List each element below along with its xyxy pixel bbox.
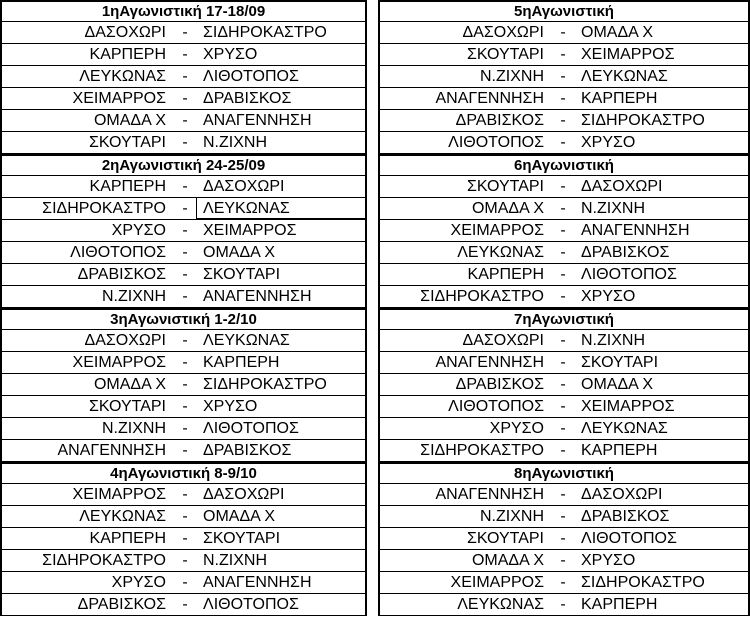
match-separator: - xyxy=(182,134,188,151)
home-team-cell[interactable]: ΛΕΥΚΩΝΑΣ xyxy=(79,68,166,85)
away-team-cell[interactable]: ΣΚΟΥΤΑΡΙ xyxy=(581,354,659,371)
home-team-cell[interactable]: ΑΝΑΓΕΝΝΗΣΗ xyxy=(435,354,544,371)
away-team-cell[interactable]: Ν.ΖΙΧΝΗ xyxy=(203,552,267,569)
away-team-cell[interactable]: ΔΡΑΒΙΣΚΟΣ xyxy=(581,244,670,261)
home-team-cell[interactable]: Ν.ΖΙΧΝΗ xyxy=(102,420,166,437)
match-separator: - xyxy=(560,398,566,415)
away-team-cell[interactable]: ΔΑΣΟΧΩΡΙ xyxy=(203,178,285,195)
round-block xyxy=(378,462,750,616)
schedule-right-column xyxy=(378,0,750,616)
away-team-cell[interactable]: ΛΙΘΟΤΟΠΟΣ xyxy=(203,68,299,85)
match-separator: - xyxy=(560,112,566,129)
match-separator: - xyxy=(182,530,188,547)
match-row[interactable] xyxy=(378,594,750,616)
away-team-cell[interactable]: ΚΑΡΠΕΡΗ xyxy=(581,596,658,613)
match-row[interactable] xyxy=(378,374,750,396)
away-team-cell[interactable]: ΧΡΥΣΟ xyxy=(581,288,636,305)
match-row[interactable] xyxy=(0,396,367,418)
round-title[interactable]: 2ηΑγωνιστική 24-25/09 xyxy=(0,156,367,176)
match-separator: - xyxy=(182,486,188,503)
home-team-cell[interactable]: ΟΜΑΔΑ Χ xyxy=(93,376,166,393)
match-separator: - xyxy=(560,596,566,613)
match-row[interactable] xyxy=(0,22,367,44)
away-team-cell[interactable]: ΧΕΙΜΑΡΡΟΣ xyxy=(581,398,675,415)
match-row[interactable] xyxy=(378,440,750,462)
match-separator: - xyxy=(182,552,188,569)
home-team-cell[interactable]: Ν.ΖΙΧΝΗ xyxy=(102,288,166,305)
away-team-cell[interactable]: ΔΑΣΟΧΩΡΙ xyxy=(581,486,663,503)
match-separator: - xyxy=(182,24,188,41)
match-row[interactable] xyxy=(378,572,750,594)
home-team-cell[interactable]: ΣΚΟΥΤΑΡΙ xyxy=(88,134,166,151)
match-row[interactable] xyxy=(378,550,750,572)
match-row[interactable] xyxy=(378,264,750,286)
away-team-cell[interactable]: ΔΑΣΟΧΩΡΙ xyxy=(203,486,285,503)
away-team-cell[interactable]: ΔΡΑΒΙΣΚΟΣ xyxy=(203,442,292,459)
home-team-cell[interactable]: ΛΙΘΟΤΟΠΟΣ xyxy=(448,398,544,415)
home-team-cell[interactable]: ΔΑΣΟΧΩΡΙ xyxy=(462,24,544,41)
home-team-cell[interactable]: ΚΑΡΠΕΡΗ xyxy=(467,266,544,283)
match-separator: - xyxy=(560,200,566,217)
away-team-cell[interactable]: ΧΡΥΣΟ xyxy=(581,552,636,569)
round-block xyxy=(378,308,750,462)
away-team-cell[interactable]: ΔΡΑΒΙΣΚΟΣ xyxy=(203,90,292,107)
match-row[interactable] xyxy=(0,550,367,572)
home-team-cell[interactable]: ΣΚΟΥΤΑΡΙ xyxy=(466,530,544,547)
away-team-cell[interactable]: ΛΙΘΟΤΟΠΟΣ xyxy=(581,530,677,547)
away-team-cell[interactable]: Ν.ΖΙΧΝΗ xyxy=(203,134,267,151)
match-row[interactable] xyxy=(378,484,750,506)
match-row[interactable] xyxy=(0,110,367,132)
away-team-cell[interactable]: ΔΑΣΟΧΩΡΙ xyxy=(581,178,663,195)
home-team-cell[interactable]: ΣΚΟΥΤΑΡΙ xyxy=(466,46,544,63)
away-team-cell[interactable]: ΛΙΘΟΤΟΠΟΣ xyxy=(203,596,299,613)
round-block xyxy=(378,154,750,308)
round-block xyxy=(0,154,367,308)
home-team-cell[interactable]: ΧΡΥΣΟ xyxy=(489,420,544,437)
home-team-cell[interactable]: Ν.ΖΙΧΝΗ xyxy=(480,508,544,525)
match-separator: - xyxy=(560,486,566,503)
home-team-cell[interactable]: ΛΙΘΟΤΟΠΟΣ xyxy=(448,134,544,151)
match-separator: - xyxy=(560,332,566,349)
home-team-cell[interactable]: ΧΕΙΜΑΡΡΟΣ xyxy=(450,222,544,239)
away-team-cell[interactable]: ΣΚΟΥΤΑΡΙ xyxy=(203,266,281,283)
match-row[interactable] xyxy=(378,330,750,352)
home-team-cell[interactable]: ΧΕΙΜΑΡΡΟΣ xyxy=(450,574,544,591)
match-row[interactable] xyxy=(0,572,367,594)
match-row[interactable] xyxy=(0,198,367,220)
away-team-cell[interactable]: ΣΚΟΥΤΑΡΙ xyxy=(203,530,281,547)
round-title[interactable]: 5ηΑγωνιστική xyxy=(378,2,750,22)
round-title[interactable]: 3ηΑγωνιστική 1-2/10 xyxy=(0,310,367,330)
match-separator: - xyxy=(182,90,188,107)
home-team-cell[interactable]: ΟΜΑΔΑ Χ xyxy=(471,200,544,217)
away-team-cell[interactable]: ΚΑΡΠΕΡΗ xyxy=(581,90,658,107)
round-block xyxy=(0,462,367,616)
match-separator: - xyxy=(182,244,188,261)
away-team-cell[interactable]: ΑΝΑΓΕΝΝΗΣΗ xyxy=(581,222,690,239)
match-row[interactable] xyxy=(378,110,750,132)
match-separator: - xyxy=(182,420,188,437)
match-separator: - xyxy=(560,178,566,195)
home-team-cell[interactable]: Ν.ΖΙΧΝΗ xyxy=(480,68,544,85)
away-team-cell[interactable]: Ν.ΖΙΧΝΗ xyxy=(581,332,645,349)
home-team-cell[interactable]: ΑΝΑΓΕΝΝΗΣΗ xyxy=(57,442,166,459)
away-team-cell[interactable]: ΣΙΔΗΡΟΚΑΣΤΡΟ xyxy=(581,574,705,591)
column-divider xyxy=(367,0,378,634)
match-separator: - xyxy=(560,530,566,547)
match-separator: - xyxy=(182,508,188,525)
match-row[interactable] xyxy=(378,506,750,528)
match-separator: - xyxy=(560,134,566,151)
match-separator: - xyxy=(560,508,566,525)
match-row[interactable] xyxy=(378,132,750,154)
match-row[interactable] xyxy=(0,374,367,396)
away-team-cell[interactable]: ΣΙΔΗΡΟΚΑΣΤΡΟ xyxy=(203,24,327,41)
home-team-cell[interactable]: ΔΑΣΟΧΩΡΙ xyxy=(84,332,166,349)
away-team-cell[interactable]: ΧΡΥΣΟ xyxy=(203,398,258,415)
match-row[interactable] xyxy=(378,176,750,198)
home-team-cell[interactable]: ΧΡΥΣΟ xyxy=(111,222,166,239)
match-row[interactable] xyxy=(378,220,750,242)
match-row[interactable] xyxy=(0,440,367,462)
round-block xyxy=(0,308,367,462)
match-separator: - xyxy=(182,354,188,371)
match-separator: - xyxy=(182,222,188,239)
match-row[interactable] xyxy=(0,484,367,506)
match-separator: - xyxy=(182,442,188,459)
home-team-cell[interactable]: ΚΑΡΠΕΡΗ xyxy=(89,530,166,547)
away-team-cell[interactable]: ΧΕΙΜΑΡΡΟΣ xyxy=(203,222,297,239)
match-separator: - xyxy=(182,574,188,591)
match-row[interactable] xyxy=(0,264,367,286)
match-row[interactable] xyxy=(0,418,367,440)
match-separator: - xyxy=(560,266,566,283)
schedule-left-column xyxy=(0,0,367,616)
match-separator: - xyxy=(560,420,566,437)
match-separator: - xyxy=(182,112,188,129)
away-team-cell[interactable]: ΛΕΥΚΩΝΑΣ xyxy=(203,200,290,217)
match-row[interactable] xyxy=(0,528,367,550)
match-separator: - xyxy=(560,68,566,85)
away-team-cell[interactable]: ΔΡΑΒΙΣΚΟΣ xyxy=(581,508,670,525)
home-team-cell[interactable]: ΛΙΘΟΤΟΠΟΣ xyxy=(70,244,166,261)
home-team-cell[interactable]: ΛΕΥΚΩΝΑΣ xyxy=(457,596,544,613)
match-separator: - xyxy=(182,68,188,85)
match-separator: - xyxy=(560,552,566,569)
match-separator: - xyxy=(560,574,566,591)
home-team-cell[interactable]: ΣΙΔΗΡΟΚΑΣΤΡΟ xyxy=(42,552,166,569)
match-row[interactable] xyxy=(378,44,750,66)
match-row[interactable] xyxy=(0,66,367,88)
match-separator: - xyxy=(560,222,566,239)
home-team-cell[interactable]: ΧΕΙΜΑΡΡΟΣ xyxy=(72,90,166,107)
home-team-cell[interactable]: ΔΑΣΟΧΩΡΙ xyxy=(84,24,166,41)
round-block xyxy=(0,0,367,154)
home-team-cell[interactable]: ΣΚΟΥΤΑΡΙ xyxy=(88,398,166,415)
away-team-cell[interactable]: ΟΜΑΔΑ Χ xyxy=(203,508,276,525)
match-separator: - xyxy=(560,442,566,459)
match-row[interactable] xyxy=(0,220,367,242)
away-team-cell[interactable]: ΛΕΥΚΩΝΑΣ xyxy=(581,68,668,85)
match-separator: - xyxy=(182,332,188,349)
away-team-cell[interactable]: ΑΝΑΓΕΝΝΗΣΗ xyxy=(203,112,312,129)
match-row[interactable] xyxy=(378,22,750,44)
home-team-cell[interactable]: ΑΝΑΓΕΝΝΗΣΗ xyxy=(435,486,544,503)
match-row[interactable] xyxy=(0,44,367,66)
home-team-cell[interactable]: ΔΡΑΒΙΣΚΟΣ xyxy=(77,596,166,613)
match-separator: - xyxy=(560,90,566,107)
away-team-cell[interactable]: ΧΡΥΣΟ xyxy=(581,134,636,151)
home-team-cell[interactable]: ΧΕΙΜΑΡΡΟΣ xyxy=(72,486,166,503)
match-separator: - xyxy=(182,178,188,195)
home-team-cell[interactable]: ΚΑΡΠΕΡΗ xyxy=(89,46,166,63)
selected-cell-outline xyxy=(196,197,368,219)
match-separator: - xyxy=(182,596,188,613)
round-title[interactable]: 1ηΑγωνιστική 17-18/09 xyxy=(0,2,367,22)
match-separator: - xyxy=(560,46,566,63)
match-row[interactable] xyxy=(0,286,367,308)
match-row[interactable] xyxy=(0,352,367,374)
away-team-cell[interactable]: ΛΕΥΚΩΝΑΣ xyxy=(203,332,290,349)
home-team-cell[interactable]: ΧΡΥΣΟ xyxy=(111,574,166,591)
away-team-cell[interactable]: ΛΕΥΚΩΝΑΣ xyxy=(581,420,668,437)
away-team-cell[interactable]: ΑΝΑΓΕΝΝΗΣΗ xyxy=(203,288,312,305)
away-team-cell[interactable]: Ν.ΖΙΧΝΗ xyxy=(581,200,645,217)
home-team-cell[interactable]: ΔΡΑΒΙΣΚΟΣ xyxy=(455,112,544,129)
away-team-cell[interactable]: ΚΑΡΠΕΡΗ xyxy=(581,442,658,459)
away-team-cell[interactable]: ΧΕΙΜΑΡΡΟΣ xyxy=(581,46,675,63)
home-team-cell[interactable]: ΣΚΟΥΤΑΡΙ xyxy=(466,178,544,195)
match-row[interactable] xyxy=(0,88,367,110)
home-team-cell[interactable]: ΔΡΑΒΙΣΚΟΣ xyxy=(455,376,544,393)
match-row[interactable] xyxy=(378,286,750,308)
match-separator: - xyxy=(182,376,188,393)
away-team-cell[interactable]: ΛΙΘΟΤΟΠΟΣ xyxy=(581,266,677,283)
away-team-cell[interactable]: ΧΡΥΣΟ xyxy=(203,46,258,63)
match-row[interactable] xyxy=(0,330,367,352)
match-row[interactable] xyxy=(378,352,750,374)
home-team-cell[interactable]: ΔΑΣΟΧΩΡΙ xyxy=(462,332,544,349)
match-separator: - xyxy=(182,288,188,305)
round-title[interactable]: 6ηΑγωνιστική xyxy=(378,156,750,176)
away-team-cell[interactable]: ΟΜΑΔΑ Χ xyxy=(581,24,654,41)
round-block xyxy=(378,0,750,154)
home-team-cell[interactable]: ΣΙΔΗΡΟΚΑΣΤΡΟ xyxy=(420,442,544,459)
home-team-cell[interactable]: ΔΡΑΒΙΣΚΟΣ xyxy=(77,266,166,283)
match-separator: - xyxy=(560,376,566,393)
away-team-cell[interactable]: ΚΑΡΠΕΡΗ xyxy=(203,354,280,371)
away-team-cell[interactable]: ΟΜΑΔΑ Χ xyxy=(581,376,654,393)
home-team-cell[interactable]: ΛΕΥΚΩΝΑΣ xyxy=(79,508,166,525)
home-team-cell[interactable]: ΟΜΑΔΑ Χ xyxy=(93,112,166,129)
round-title[interactable]: 8ηΑγωνιστική xyxy=(378,464,750,484)
home-team-cell[interactable]: ΚΑΡΠΕΡΗ xyxy=(89,178,166,195)
match-row[interactable] xyxy=(0,132,367,154)
match-separator: - xyxy=(182,200,188,217)
match-row[interactable] xyxy=(0,594,367,616)
match-row[interactable] xyxy=(378,88,750,110)
match-row[interactable] xyxy=(378,396,750,418)
away-team-cell[interactable]: ΛΙΘΟΤΟΠΟΣ xyxy=(203,420,299,437)
match-row[interactable] xyxy=(0,176,367,198)
away-team-cell[interactable]: ΣΙΔΗΡΟΚΑΣΤΡΟ xyxy=(203,376,327,393)
home-team-cell[interactable]: ΧΕΙΜΑΡΡΟΣ xyxy=(72,354,166,371)
round-title[interactable]: 7ηΑγωνιστική xyxy=(378,310,750,330)
home-team-cell[interactable]: ΣΙΔΗΡΟΚΑΣΤΡΟ xyxy=(420,288,544,305)
match-row[interactable] xyxy=(378,198,750,220)
home-team-cell[interactable]: ΟΜΑΔΑ Χ xyxy=(471,552,544,569)
away-team-cell[interactable]: ΣΙΔΗΡΟΚΑΣΤΡΟ xyxy=(581,112,705,129)
match-row[interactable] xyxy=(0,506,367,528)
match-separator: - xyxy=(182,46,188,63)
round-title[interactable]: 4ηΑγωνιστική 8-9/10 xyxy=(0,464,367,484)
match-row[interactable] xyxy=(0,242,367,264)
away-team-cell[interactable]: ΟΜΑΔΑ Χ xyxy=(203,244,276,261)
match-separator: - xyxy=(560,24,566,41)
match-row[interactable] xyxy=(378,242,750,264)
home-team-cell[interactable]: ΑΝΑΓΕΝΝΗΣΗ xyxy=(435,90,544,107)
away-team-cell[interactable]: ΑΝΑΓΕΝΝΗΣΗ xyxy=(203,574,312,591)
home-team-cell[interactable]: ΛΕΥΚΩΝΑΣ xyxy=(457,244,544,261)
match-separator: - xyxy=(560,354,566,371)
match-separator: - xyxy=(182,398,188,415)
match-separator: - xyxy=(560,288,566,305)
home-team-cell[interactable]: ΣΙΔΗΡΟΚΑΣΤΡΟ xyxy=(42,200,166,217)
match-row[interactable] xyxy=(378,66,750,88)
match-separator: - xyxy=(560,244,566,261)
match-row[interactable] xyxy=(378,418,750,440)
match-row[interactable] xyxy=(378,528,750,550)
match-separator: - xyxy=(182,266,188,283)
